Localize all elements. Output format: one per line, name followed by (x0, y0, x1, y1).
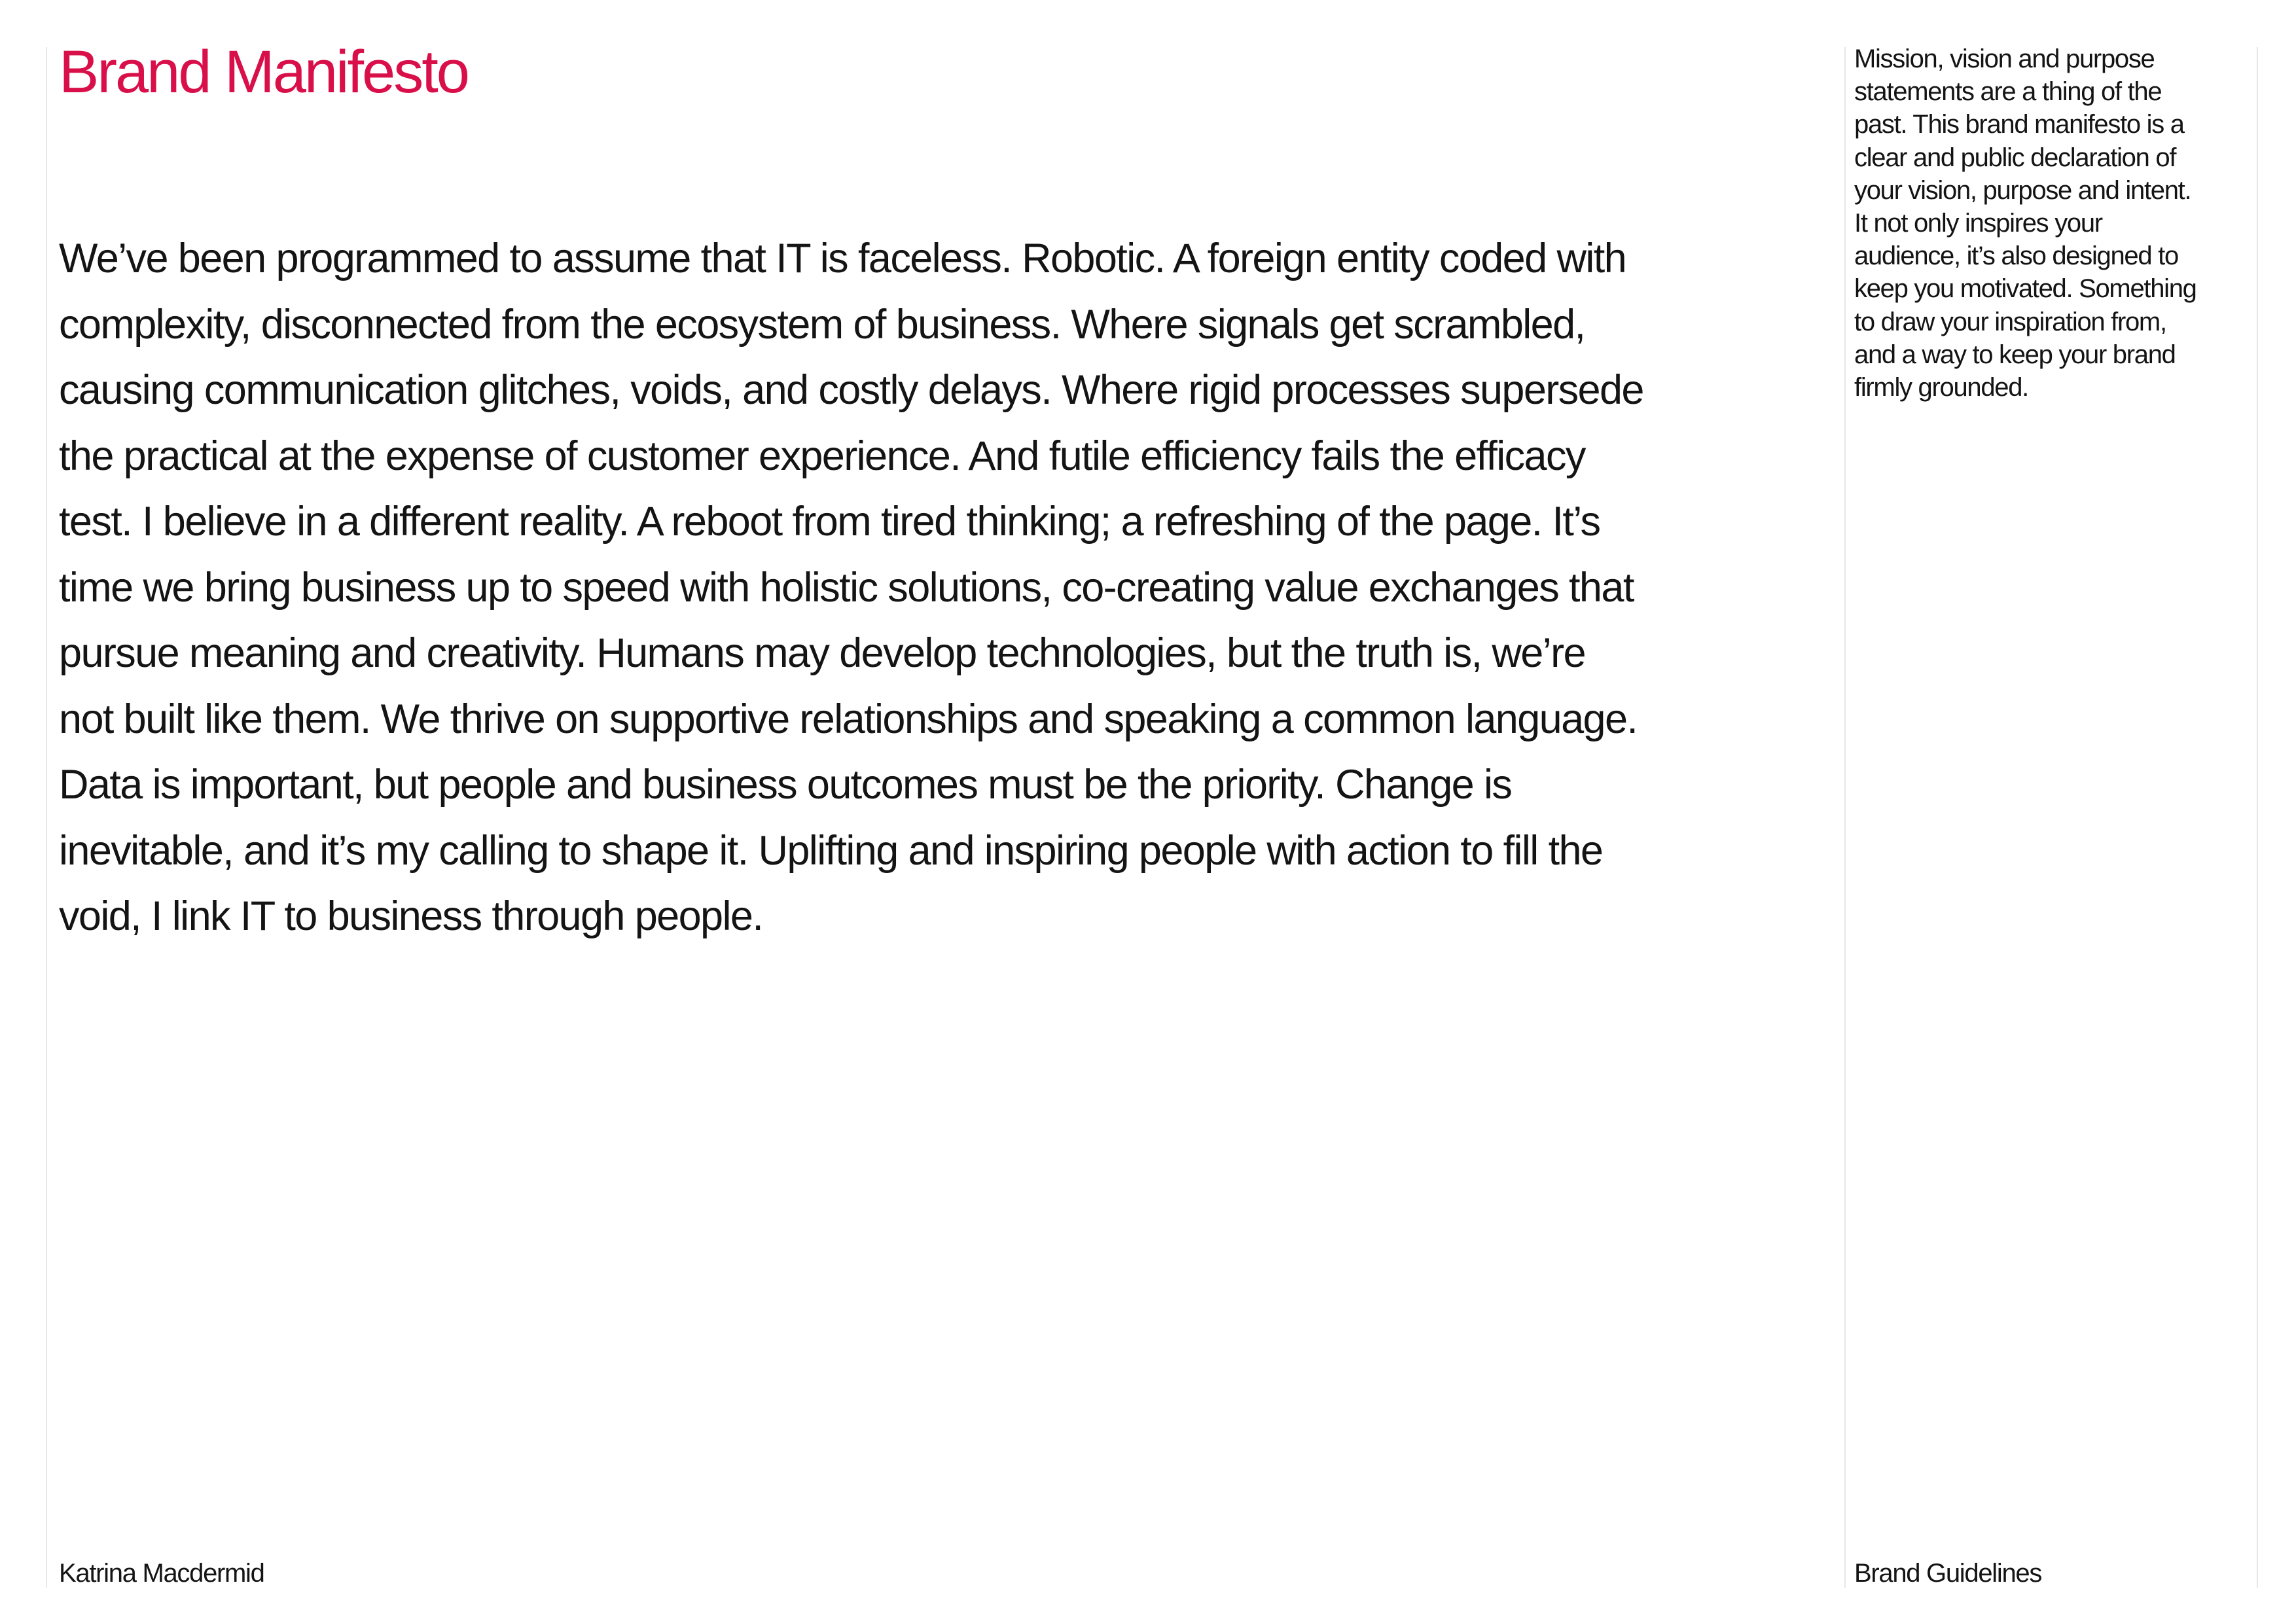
footer-document-name: Brand Guidelines (1854, 1559, 2042, 1588)
page-title: Brand Manifesto (59, 39, 468, 105)
manifesto-body: We’ve been programmed to assume that IT is faceless. Robotic. A foreign entity coded with complexity, disconnected from the ecosystem of business. Where signals get scrambled, causing communication glitches, voids, and costly delays. Where rigid processes supersede the practical at the expense of customer experience. And futile efficiency fails the efficacy test. I believe in a different reality. A reboot from tired thinking; a refreshing of the page. It’s time we bring business up to speed with holistic solutions, co-creating value exchanges that pursue meaning and creativity. Humans may develop technologies, but the truth is, we’re not built like them. We thrive on supportive relationships and speaking a common language. Data is important, but people and business outcomes must be the priority. Change is inevitable, and it’s my calling to shape it. Uplifting and inspiring people with action to fill the void, I link IT to business through people. (59, 236, 1643, 939)
footer-author: Katrina Macdermid (59, 1559, 264, 1588)
column-divider (1844, 47, 1846, 1588)
sidebar-note: Mission, vision and purpose statements are a thing of the past. This brand manifesto is a clear and public declaration of your vision, purpose and intent. It not only inspires your audience, it’s also designed to keep you motivated. Something to draw your inspiration from, and a way to keep your brand firmly grounded. (1854, 45, 2197, 402)
right-margin-guide (2257, 47, 2258, 1588)
left-margin-guide (46, 47, 47, 1588)
